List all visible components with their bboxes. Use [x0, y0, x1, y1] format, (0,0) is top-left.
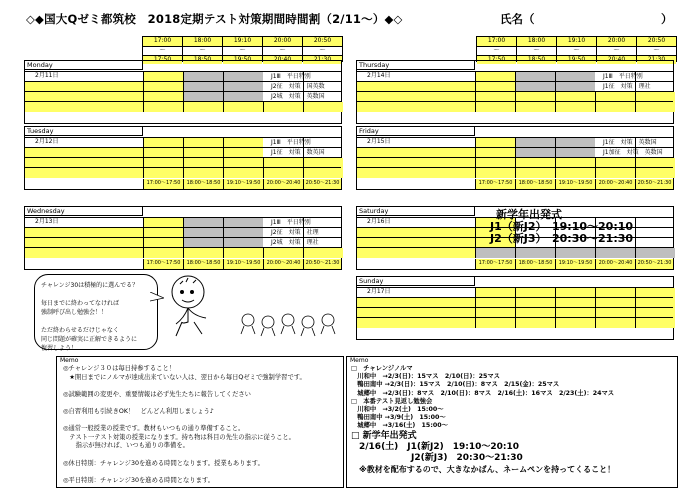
- day-block-wednesday: [24, 206, 342, 270]
- time-slot: 20:00 〜 20:40: [262, 36, 303, 62]
- time-slot: 20:50 〜 21:30: [302, 36, 343, 62]
- memo-line: 川和中 →3/2(土) 15:00〜: [351, 406, 444, 414]
- schedule-row: [25, 247, 341, 258]
- bubble-line: [41, 317, 151, 326]
- memo-line: [63, 382, 343, 391]
- schedule-cell: [475, 248, 515, 258]
- bubble-line: 復習しよう！: [41, 345, 78, 352]
- day-block-monday: [24, 60, 342, 124]
- class-label: J2征 対策 社理: [271, 229, 319, 236]
- memo-line: 城郷中 →3/16(土) 15:00〜: [351, 422, 448, 430]
- memo-event-line1: 2/16(土) J1(新J2) 19:10〜20:10: [359, 441, 520, 452]
- memo-line: 指示が無ければ、いつも通りの準備を。: [63, 442, 189, 450]
- schedule-row: [357, 167, 673, 178]
- bubble-line: 強制呼び出し勉強会！！: [41, 309, 108, 316]
- bubble-line: ただ終わらせるだけじゃなく: [41, 327, 119, 334]
- schedule-row: [25, 167, 341, 178]
- memo-event-line2: J2(新J3) 20:30〜21:30: [411, 452, 523, 463]
- time-slot: 20:00 〜 20:40: [596, 36, 637, 62]
- time-label: 17:00〜17:50: [475, 259, 515, 269]
- schedule-cell: [303, 168, 343, 178]
- saturday-event-heading: 新学年出発式: [496, 208, 562, 221]
- time-label: 17:00〜17:50: [475, 179, 515, 189]
- schedule-cell: [515, 248, 555, 258]
- schedule-row: [25, 101, 341, 112]
- bubble-line: 毎日までに終わってなければ: [41, 300, 119, 307]
- memo-line: 鴨田南中 →2/3(日)：15マス 2/10(日)：8マス 2/15(金)：25マス: [351, 381, 560, 389]
- memo-label: Memo: [60, 357, 79, 364]
- memo-line: ★開日までにノルマが達成出来ていない人は、翌日から毎日Qゼミで強制学習です。: [63, 373, 306, 381]
- time-label: 17:00〜17:50: [143, 259, 183, 269]
- schedule-row: [357, 101, 673, 112]
- memo-line: □ チャレンジノルマ: [351, 365, 413, 372]
- schedule-cell: [357, 318, 475, 328]
- schedule-row: [357, 317, 673, 328]
- time-label: 20:50〜21:30: [635, 179, 673, 189]
- schedule-cell: [475, 168, 515, 178]
- schedule-cell: [357, 168, 475, 178]
- class-label: J1Ⅲ 平日特別: [271, 219, 311, 226]
- time-slot: 17:00 〜 17:50: [142, 36, 183, 62]
- schedule-cell: [515, 102, 555, 112]
- speech-bubble: [34, 274, 158, 350]
- schedule-cell: [515, 168, 555, 178]
- schedule-cell: [635, 248, 675, 258]
- time-label: 20:50〜21:30: [303, 179, 341, 189]
- schedule-cell: [263, 102, 303, 112]
- day-name: Saturday: [357, 207, 475, 216]
- schedule-cell: [555, 102, 595, 112]
- day-name: Wednesday: [25, 207, 143, 216]
- schedule-cell: [635, 318, 675, 328]
- memo-line: [63, 399, 343, 408]
- day-block-tuesday: [24, 126, 342, 190]
- time-label: 19:10〜19:50: [223, 259, 263, 269]
- class-label: J1Ⅲ 平日特別: [603, 73, 643, 80]
- memo-line: テスト一テスト対策の授業になります。持ち物は科目の先生の指示に従うこと。: [63, 433, 295, 441]
- memo-right: [346, 356, 678, 488]
- schedule-cell: [183, 248, 223, 258]
- bubble-line: チャレンジ30は積極的に選んでる？: [41, 282, 139, 289]
- memo-line: ◎通常一般授業の授業です。教材もいつもの通り準備すること。: [63, 425, 245, 433]
- day-block-thursday: [356, 60, 674, 124]
- class-label: J1Ⅲ 平日特別: [271, 73, 311, 80]
- time-label: 20:50〜21:30: [303, 259, 341, 269]
- time-label: 18:00〜18:50: [183, 259, 223, 269]
- memo-line: ◎平日特別：チャレンジ30を進める時間となります。: [63, 476, 215, 484]
- day-date: 2月17日: [367, 288, 391, 295]
- time-label: 18:00〜18:50: [515, 259, 555, 269]
- schedule-row: [357, 247, 673, 258]
- time-label: 20:00〜20:40: [263, 179, 303, 189]
- schedule-cell: [25, 102, 143, 112]
- class-label: J1征 対策 理社: [603, 83, 651, 90]
- schedule-cell: [555, 318, 595, 328]
- memo-line: ◎休日特別：チャレンジ30を進める時間となります。授業もあります。: [63, 459, 264, 467]
- checkbox-icon: □: [351, 430, 360, 441]
- time-label: 20:00〜20:40: [263, 259, 303, 269]
- day-date: 2月12日: [35, 138, 59, 145]
- time-label: 19:10〜19:50: [555, 259, 595, 269]
- schedule-cell: [223, 248, 263, 258]
- time-slot: 17:00 〜 17:50: [476, 36, 517, 62]
- memo-left: [56, 356, 344, 488]
- day-name: Monday: [25, 61, 143, 70]
- class-label: J1征 対策 英数国: [603, 139, 657, 146]
- schedule-cell: [25, 168, 143, 178]
- schedule-cell: [595, 102, 635, 112]
- schedule-cell: [183, 168, 223, 178]
- day-name: Friday: [357, 127, 475, 136]
- time-slot: 19:10 〜 19:50: [556, 36, 597, 62]
- day-date: 2月11日: [35, 72, 59, 79]
- class-label: J1加征 対策 英数国: [603, 149, 663, 156]
- class-label: J1征 対策 数英国: [271, 149, 325, 156]
- saturday-event-line2: J2（新J3） 20:30〜21:30: [490, 232, 634, 245]
- memo-line: ◎自習利用も引続きOK！ どんどん利用しましょう♪: [63, 407, 214, 415]
- time-slot: 20:50 〜 21:30: [636, 36, 677, 62]
- schedule-cell: [595, 248, 635, 258]
- class-label: J2城 対策 英数国: [271, 93, 325, 100]
- schedule-cell: [357, 248, 475, 258]
- day-date: 2月16日: [367, 218, 391, 225]
- class-label: J2征 対策 国英数: [271, 83, 325, 90]
- time-label: 20:00〜20:40: [595, 259, 635, 269]
- memo-line: [63, 451, 343, 460]
- time-label: 18:00〜18:50: [183, 179, 223, 189]
- day-name: Thursday: [357, 61, 475, 70]
- time-row: [143, 259, 341, 269]
- time-row: [475, 179, 673, 189]
- day-name: Tuesday: [25, 127, 143, 136]
- time-label: 19:10〜19:50: [555, 179, 595, 189]
- memo-label: Memo: [350, 357, 369, 364]
- day-block-friday: [356, 126, 674, 190]
- schedule-cell: [595, 318, 635, 328]
- day-date: 2月13日: [35, 218, 59, 225]
- time-label: 20:50〜21:30: [635, 259, 673, 269]
- schedule-cell: [303, 102, 343, 112]
- bubble-line: 同じ問題が確実に正解できるように: [41, 336, 138, 343]
- time-label: 19:10〜19:50: [223, 179, 263, 189]
- day-block-sunday: [356, 276, 674, 340]
- schedule-cell: [515, 318, 555, 328]
- memo-line: 鴨田南中 →3/9(土) 15:00〜: [351, 414, 446, 422]
- schedule-cell: [223, 102, 263, 112]
- schedule-cell: [263, 248, 303, 258]
- day-date: 2月14日: [367, 72, 391, 79]
- bubble-line: [41, 290, 151, 299]
- schedule-cell: [635, 102, 675, 112]
- time-label: 17:00〜17:50: [143, 179, 183, 189]
- schedule-cell: [357, 102, 475, 112]
- memo-line: ◎試験範囲の変更や、重要情報は必ず先生たちに報告してください: [63, 390, 251, 398]
- saturday-event-line1: J1（新J2） 19:10〜20:10: [490, 220, 634, 233]
- schedule-cell: [223, 168, 263, 178]
- schedule-cell: [25, 248, 143, 258]
- memo-line: [63, 417, 343, 426]
- time-header-left: [143, 36, 343, 62]
- page-title: ◇◆国大Qゼミ都筑校 2018定期テスト対策期間時間割（2/11～）◆◇: [26, 12, 403, 26]
- day-name: Sunday: [357, 277, 475, 286]
- time-header-right: [477, 36, 677, 62]
- memo-line: 城郷中 →2/3(日)：8マス 2/10(日)：8マス 2/16(土)：16マス 2/23(土)：24マス: [351, 389, 615, 397]
- memo-event-heading: 新学年出発式: [362, 430, 417, 441]
- schedule-cell: [263, 168, 303, 178]
- day-date: 2月15日: [367, 138, 391, 145]
- memo-line: ◎チャレンジ３０は毎日持参すること！: [63, 365, 176, 372]
- memo-line: [63, 468, 343, 477]
- running-mascot-icon: [160, 270, 350, 350]
- schedule-cell: [555, 168, 595, 178]
- time-row: [143, 179, 341, 189]
- time-label: 18:00〜18:50: [515, 179, 555, 189]
- schedule-cell: [143, 168, 183, 178]
- time-row: [475, 259, 673, 269]
- schedule-cell: [475, 102, 515, 112]
- schedule-cell: [475, 318, 515, 328]
- student-name-field[interactable]: 氏名（ ）: [500, 12, 673, 26]
- memo-line: 川和中 →2/3(日)：15マス 2/10(日)：25マス: [351, 373, 500, 381]
- schedule-cell: [303, 248, 343, 258]
- class-label: J2城 対策 理社: [271, 239, 319, 246]
- schedule-cell: [143, 248, 183, 258]
- schedule-cell: [143, 102, 183, 112]
- schedule-cell: [183, 102, 223, 112]
- memo-line: □ 本番テスト見返し勉強会: [351, 397, 433, 405]
- time-slot: 18:00 〜 18:50: [182, 36, 223, 62]
- schedule-cell: [595, 168, 635, 178]
- time-slot: 19:10 〜 19:50: [222, 36, 263, 62]
- class-label: J1Ⅲ 平日特別: [271, 139, 311, 146]
- memo-notice: ※教材を配布するので、大きなかばん、ネームペンを持ってくること！: [359, 464, 616, 474]
- time-slot: 18:00 〜 18:50: [516, 36, 557, 62]
- time-label: 20:00〜20:40: [595, 179, 635, 189]
- schedule-cell: [635, 168, 675, 178]
- schedule-cell: [555, 248, 595, 258]
